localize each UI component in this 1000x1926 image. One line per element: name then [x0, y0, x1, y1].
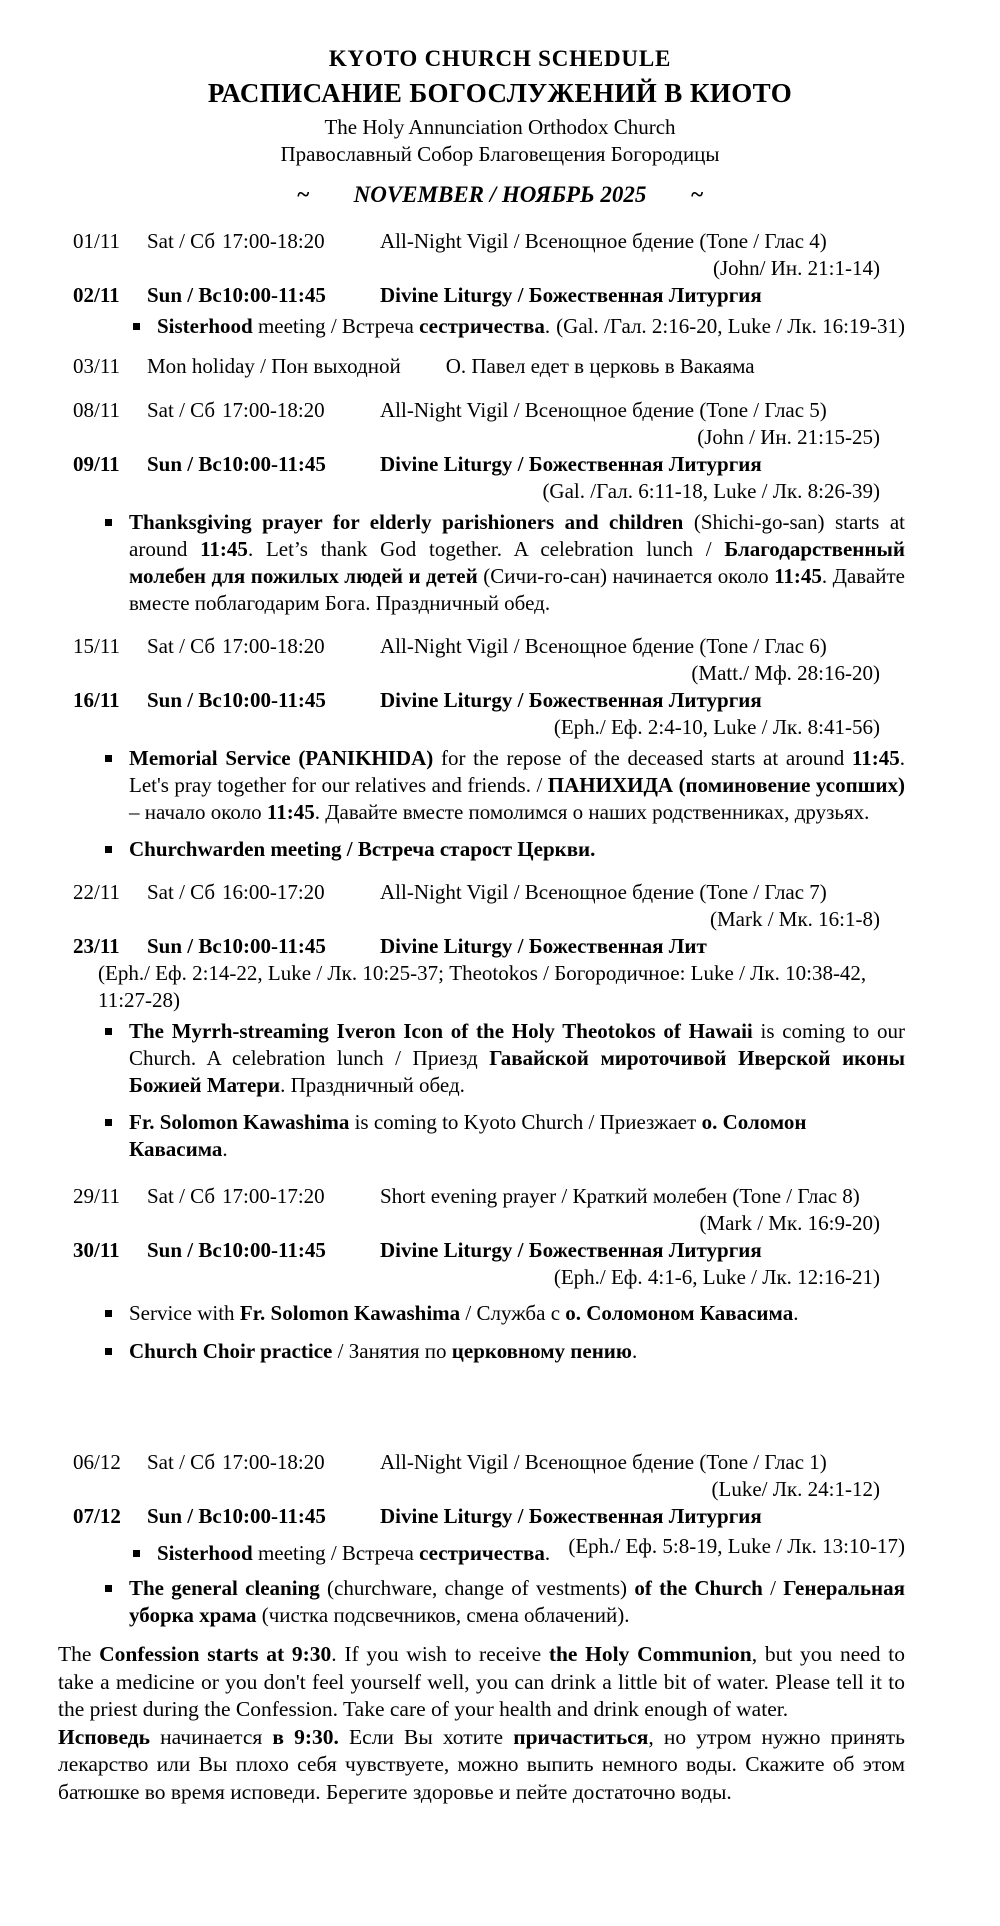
- scripture-reference: (Eph./ Еф. 2:14-22, Luke / Лк. 10:25-37; Theotokos / Богородичное: Luke / Лк. 10:38-42, 11:27-28): [98, 961, 867, 1012]
- text-segment: (Shichi-go-san) starts at around: [129, 510, 905, 561]
- scripture-reference: (Gal. /Гал. 6:11-18, Luke / Лк. 8:26-39): [542, 479, 880, 503]
- bullet-text: [157, 313, 905, 340]
- tilde-right: ~: [690, 182, 704, 207]
- event-day: Sat / Сб: [147, 880, 216, 904]
- text-segment: is coming to our Church. A celebration lunch / Приезд: [129, 1019, 906, 1070]
- event-day: Sun / Вс: [147, 934, 222, 958]
- bullet-text: [129, 836, 905, 863]
- text-segment: . Давайте вместе помолимся о наших родственниках, друзьях.: [314, 800, 870, 824]
- bullet-text: [129, 1109, 905, 1163]
- schedule-event-row: [58, 1503, 905, 1530]
- text-segment: сестричества: [419, 314, 545, 338]
- scripture-reference: (Mark / Мк. 16:9-20): [699, 1211, 880, 1235]
- schedule-event-row: [58, 1449, 905, 1476]
- text-segment: Генеральная уборка храма: [129, 1576, 905, 1627]
- text-segment: церковному пению: [451, 1339, 632, 1363]
- schedule-event-row: [58, 353, 905, 380]
- bullet-square-icon: [105, 846, 112, 853]
- church-name-russian: Православный Собор Благовещения Богородицы: [280, 142, 720, 166]
- bullet-square-icon: [105, 755, 112, 762]
- section-gap: [58, 826, 905, 832]
- text-segment: Исповедь: [58, 1724, 150, 1749]
- event-title: All-Night Vigil / Всенощное бдение (Tone / Глас 1): [380, 1450, 827, 1474]
- text-segment: ПАНИХИДА (поминовение усопших): [547, 773, 906, 797]
- event-title: All-Night Vigil / Всенощное бдение (Tone / Глас 7): [380, 880, 827, 904]
- bullet-text-main: [129, 746, 905, 824]
- event-date: 08/11: [73, 398, 121, 422]
- text-segment: Service with: [129, 1301, 240, 1325]
- section-gap: [58, 863, 905, 879]
- section-gap: [58, 340, 905, 353]
- bullet-text: [157, 1534, 905, 1567]
- event-time: 17:00-17:20: [222, 1184, 325, 1208]
- text-segment: (churchware, change of vestments): [319, 1576, 635, 1600]
- event-title: Divine Liturgy / Божественная Литургия: [380, 452, 762, 476]
- text-segment: 11:45: [200, 537, 248, 561]
- bullet-item: [58, 313, 905, 340]
- bullet-text-main: [129, 1339, 637, 1363]
- bullet-text-main: [129, 1301, 798, 1325]
- bullet-square-icon: [105, 1585, 112, 1592]
- scripture-reference: (John/ Ин. 21:1-14): [713, 256, 880, 280]
- text-segment: .: [631, 1339, 638, 1363]
- schedule-event-row: [58, 633, 905, 660]
- schedule-event-row: [58, 933, 905, 960]
- event-time: 10:00-11:45: [222, 283, 326, 307]
- schedule-event-row: [58, 687, 905, 714]
- text-segment: of the Church: [634, 1576, 763, 1600]
- text-segment: / Служба с: [460, 1301, 566, 1325]
- event-date: 07/12: [73, 1504, 121, 1528]
- bullet-text-main: [157, 1540, 550, 1567]
- schedule-event-row: [58, 1237, 905, 1264]
- text-segment: Thanksgiving prayer for elderly parishioners and children: [129, 510, 684, 534]
- tilde-left: ~: [296, 182, 310, 207]
- event-time: 17:00-18:20: [222, 634, 325, 658]
- schedule-event-row: [58, 282, 905, 309]
- event-date: 23/11: [73, 934, 120, 958]
- text-segment: . If you wish to receive: [331, 1642, 549, 1666]
- bullet-item: [58, 1018, 905, 1099]
- event-date: 16/11: [73, 688, 120, 712]
- bullet-item: [58, 509, 905, 617]
- event-date: 30/11: [73, 1238, 120, 1262]
- bullet-item: [58, 1534, 905, 1567]
- event-time: 10:00-11:45: [222, 1238, 326, 1262]
- text-segment: 11:45: [774, 564, 822, 588]
- bullet-text-main: [129, 1019, 905, 1097]
- event-title: All-Night Vigil / Всенощное бдение (Tone / Глас 6): [380, 634, 827, 658]
- event-time: 16:00-17:20: [222, 880, 325, 904]
- text-segment: Если Вы хотите: [338, 1724, 514, 1749]
- schedule: [0, 228, 1000, 1629]
- text-segment: is coming to Kyoto Church / Приезжает: [349, 1110, 702, 1134]
- scripture-reference: (Mark / Мк. 16:1-8): [709, 907, 880, 931]
- text-segment: Sisterhood: [157, 1541, 253, 1565]
- section-gap: [58, 617, 905, 633]
- text-segment: Church Choir practice: [129, 1339, 333, 1363]
- scripture-reference: (Eph./ Еф. 5:8-19, Luke / Лк. 13:10-17): [568, 1534, 905, 1558]
- event-title: Divine Liturgy / Божественная Литургия: [380, 283, 762, 307]
- event-day: Sun / Вс: [147, 1238, 222, 1262]
- footer-paragraph: [58, 1724, 905, 1807]
- page-title-russian: РАСПИСАНИЕ БОГОСЛУЖЕНИЙ В КИОТО: [207, 78, 793, 108]
- schedule-event-row: [58, 228, 905, 255]
- text-segment: , but you need to take a medicine or you don't feel yourself well, you can drink a little bit of water. Please tell it to the priest during the Confession. Take care of your health and drink enough of water.: [58, 1642, 905, 1721]
- document-header: [0, 0, 1000, 208]
- event-date: 09/11: [73, 452, 120, 476]
- event-day: Sun / Вс: [147, 688, 222, 712]
- text-segment: Confession starts at 9:30: [99, 1642, 332, 1666]
- text-segment: .: [544, 1541, 551, 1565]
- text-segment: . Let’s thank God together. A celebration lunch /: [247, 537, 725, 561]
- event-date: 03/11: [73, 354, 121, 378]
- event-day: Sun / Вс: [147, 283, 222, 307]
- bullet-square-icon: [105, 1028, 112, 1035]
- bullet-text-main: [129, 837, 595, 861]
- bullet-text-main: [129, 1110, 806, 1161]
- event-date: 06/12: [73, 1450, 121, 1474]
- event-title: Divine Liturgy / Божественная Литургия: [380, 688, 762, 712]
- bullet-item: [58, 836, 905, 863]
- section-gap: [58, 1567, 905, 1571]
- text-segment: о. Соломоном Кавасима: [565, 1301, 794, 1325]
- text-segment: причаститься: [513, 1724, 649, 1749]
- bullet-item: [58, 1575, 905, 1629]
- text-segment: / Занятия по: [332, 1339, 452, 1363]
- text-segment: The Myrrh-streaming Iveron Icon of the Holy Theotokos of Hawaii: [129, 1019, 753, 1043]
- footer-paragraph: [58, 1641, 905, 1724]
- bullet-square-icon: [133, 323, 140, 330]
- schedule-event-row: [58, 397, 905, 424]
- text-segment: 11:45: [266, 800, 315, 824]
- event-time: 17:00-18:20: [222, 229, 325, 253]
- bullet-item: [58, 1300, 905, 1327]
- text-segment: for the repose of the deceased starts at around: [433, 746, 852, 770]
- text-segment: Гавайской мироточивой Иверской иконы Божией Матери: [129, 1046, 905, 1097]
- event-title: Divine Liturgy / Божественная Литургия: [380, 1504, 762, 1528]
- text-segment: Fr. Solomon Kawashima: [129, 1110, 350, 1134]
- bullet-text: [129, 1338, 905, 1365]
- text-segment: в 9:30.: [272, 1724, 339, 1749]
- scripture-reference: (Gal. /Гал. 2:16-20, Luke / Лк. 16:19-31): [556, 314, 905, 338]
- text-segment: (чистка подсвечников, смена облачений).: [256, 1603, 630, 1627]
- section-gap: [58, 1163, 905, 1183]
- text-segment: . Праздничный обед.: [280, 1073, 465, 1097]
- scripture-reference: (Luke/ Лк. 24:1-12): [711, 1477, 880, 1501]
- event-title: Divine Liturgy / Божественная Лит: [380, 934, 707, 958]
- text-segment: . Давайте вместе поблагодарим Бога. Праздничный обед.: [129, 564, 905, 615]
- bullet-square-icon: [105, 519, 112, 526]
- scripture-reference: (Eph./ Еф. 2:4-10, Luke / Лк. 8:41-56): [553, 715, 880, 739]
- event-time: 10:00-11:45: [222, 452, 326, 476]
- bullet-item: [58, 1109, 905, 1163]
- event-title: Divine Liturgy / Божественная Литургия: [380, 1238, 762, 1262]
- event-time: 10:00-11:45: [222, 1504, 326, 1528]
- bullet-text-main: [157, 313, 550, 340]
- section-gap: [58, 1099, 905, 1105]
- section-gap: [58, 1291, 905, 1296]
- text-segment: the Holy Communion: [548, 1642, 752, 1666]
- text-segment: .: [544, 314, 551, 338]
- event-title: О. Павел едет в церковь в Вакаяма: [445, 354, 755, 378]
- text-segment: о. Соломон Кавасима: [129, 1110, 807, 1161]
- schedule-event-row: [58, 1183, 905, 1210]
- event-day: Sat / Сб: [147, 229, 216, 253]
- scripture-reference: (John / Ин. 21:15-25): [697, 425, 880, 449]
- section-gap: [58, 380, 905, 397]
- bullet-text: [129, 745, 905, 826]
- scripture-reference: (Eph./ Еф. 4:1-6, Luke / Лк. 12:16-21): [553, 1265, 880, 1289]
- text-segment: .: [222, 1137, 228, 1161]
- text-segment: /: [762, 1576, 784, 1600]
- text-segment: сестричества: [419, 1541, 545, 1565]
- bullet-square-icon: [133, 1550, 140, 1557]
- event-day: Sat / Сб: [147, 634, 216, 658]
- bullet-square-icon: [105, 1119, 112, 1126]
- text-segment: .: [793, 1301, 799, 1325]
- event-time: 10:00-11:45: [222, 688, 326, 712]
- event-date: 01/11: [73, 229, 121, 253]
- scripture-reference: (Matt./ Мф. 28:16-20): [691, 661, 880, 685]
- text-segment: meeting / Встреча: [252, 314, 420, 338]
- event-date: 22/11: [73, 880, 121, 904]
- schedule-event-row: [58, 879, 905, 906]
- bullet-text: [129, 1300, 905, 1327]
- section-gap: [58, 1327, 905, 1334]
- section-gap: [58, 1365, 905, 1449]
- event-day: Mon holiday / Пон выходной: [147, 354, 401, 378]
- text-segment: 11:45: [851, 746, 900, 770]
- text-segment: . Let's pray together for our relatives and friends. /: [129, 746, 905, 797]
- event-day: Sat / Сб: [147, 1184, 216, 1208]
- event-date: 15/11: [73, 634, 121, 658]
- event-title: All-Night Vigil / Всенощное бдение (Tone / Глас 5): [380, 398, 827, 422]
- bullet-text: [129, 1018, 905, 1099]
- bullet-text-main: [129, 1576, 905, 1627]
- bullet-item: [58, 745, 905, 826]
- text-segment: meeting / Встреча: [252, 1541, 420, 1565]
- event-time: 17:00-18:20: [222, 1450, 325, 1474]
- schedule-event-row: [58, 451, 905, 478]
- page-title-english: KYOTO CHURCH SCHEDULE: [328, 46, 672, 71]
- event-date: 29/11: [73, 1184, 121, 1208]
- text-segment: Memorial Service (PANIKHIDA): [129, 746, 434, 770]
- church-name-english: The Holy Annunciation Orthodox Church: [324, 115, 676, 139]
- event-time: 17:00-18:20: [222, 398, 325, 422]
- text-segment: Sisterhood: [157, 314, 253, 338]
- text-segment: Churchwarden meeting / Встреча старост Церкви.: [129, 837, 596, 861]
- text-segment: The general cleaning: [129, 1576, 320, 1600]
- event-day: Sat / Сб: [147, 1450, 216, 1474]
- event-date: 02/11: [73, 283, 120, 307]
- month-label: NOVEMBER / НОЯБРЬ 2025: [353, 182, 647, 207]
- bullet-text: [129, 1575, 905, 1629]
- bullet-item: [58, 1338, 905, 1365]
- event-title: Short evening prayer / Краткий молебен (Tone / Глас 8): [380, 1184, 860, 1208]
- event-day: Sun / Вс: [147, 452, 222, 476]
- event-time: 10:00-11:45: [222, 934, 326, 958]
- bullet-square-icon: [105, 1348, 112, 1355]
- text-segment: Благодарственный молебен для пожилых людей и детей: [129, 537, 905, 588]
- text-segment: начинается: [149, 1724, 273, 1749]
- text-segment: Fr. Solomon Kawashima: [239, 1301, 461, 1325]
- text-segment: , но утром нужно принять лекарство или Вы плохо себя чувствуете, можно выпить немного воды. Скажите об этом батюшке во время исповеди. Берегите здоровье и пейте достаточно воды.: [58, 1724, 905, 1804]
- bullet-square-icon: [105, 1310, 112, 1317]
- bullet-text-main: [129, 510, 905, 615]
- text-segment: (Сичи-го-сан) начинается около: [477, 564, 775, 588]
- text-segment: The: [58, 1642, 100, 1666]
- footer-notes: [0, 1641, 1000, 1806]
- month-heading: [0, 182, 1000, 208]
- event-day: Sun / Вс: [147, 1504, 222, 1528]
- event-title: All-Night Vigil / Всенощное бдение (Tone / Глас 4): [380, 229, 827, 253]
- event-day: Sat / Сб: [147, 398, 216, 422]
- bullet-text: [129, 509, 905, 617]
- text-segment: – начало около: [129, 800, 267, 824]
